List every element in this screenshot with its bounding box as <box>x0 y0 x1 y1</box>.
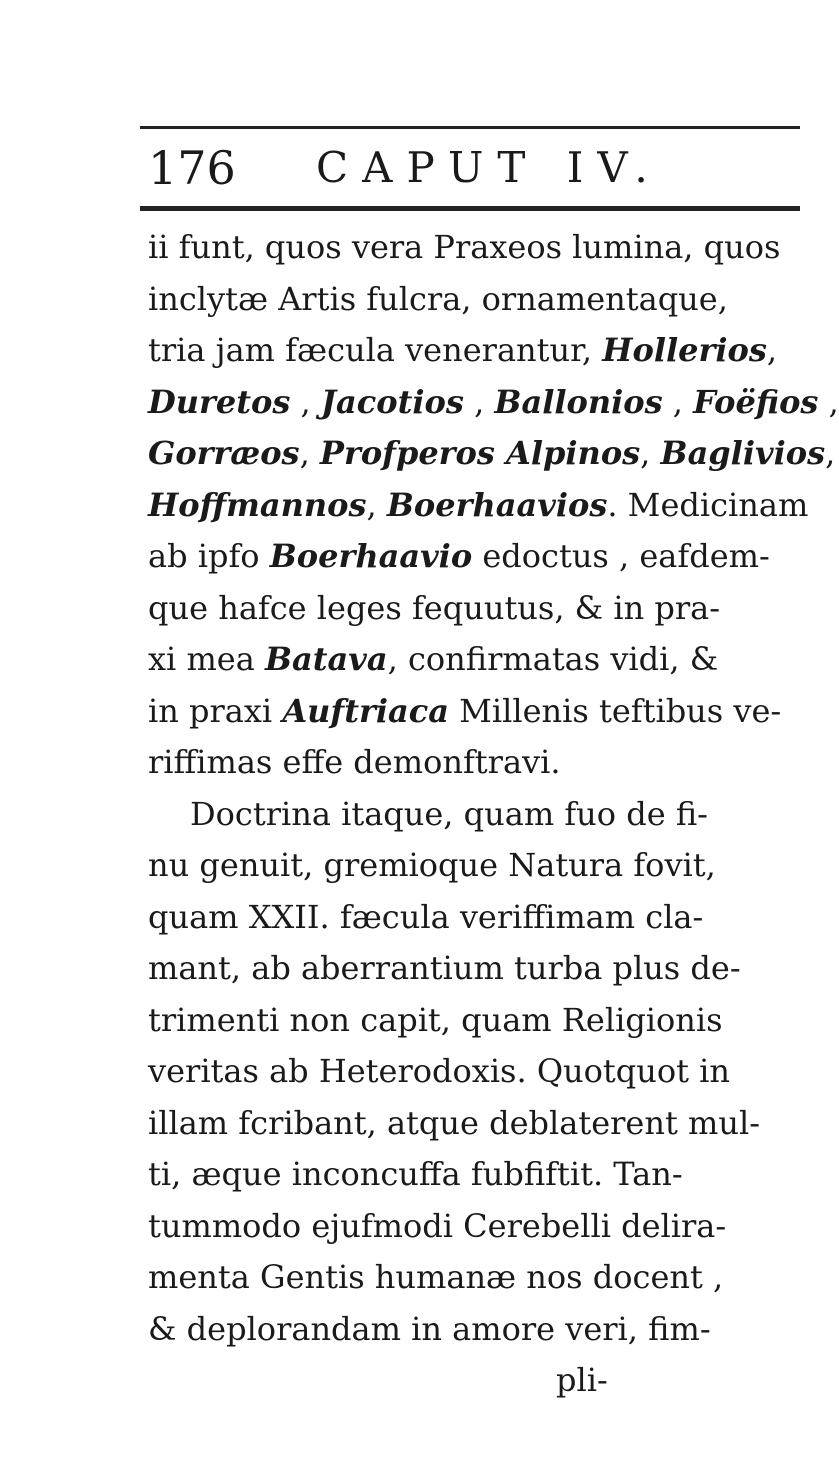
text-line: xi mea Batava, confirmatas vidi, & <box>148 640 719 678</box>
top-rule <box>140 126 800 129</box>
text-line: pli- <box>556 1361 608 1399</box>
text-line: tummodo ejufmodi Cerebelli delira- <box>148 1206 727 1245</box>
page-number: 176 <box>148 141 236 195</box>
text-line: menta Gentis humanæ nos docent , <box>148 1258 724 1296</box>
text-line: Doctrina itaque, quam fuo de fi- <box>190 794 708 833</box>
text-line: veritas ab Heterodoxis. Quotquot in <box>148 1052 731 1090</box>
text-line: Duretos , Jacotios , Ballonios , Foëfios , <box>148 382 839 421</box>
text-line: illam fcribant, atque deblaterent mul- <box>148 1103 760 1142</box>
running-head: CAPUT IV. <box>316 143 662 192</box>
text-line: Gorræos, Profperos Alpinos, Baglivios, <box>148 434 836 472</box>
text-line: trimenti non capit, quam Religionis <box>148 1000 723 1039</box>
text-line: ti, æque inconcuffa fubfiftit. Tan- <box>148 1155 683 1193</box>
page-header <box>148 140 788 200</box>
text-line: ii funt, quos vera Praxeos lumina, quos <box>148 228 781 266</box>
text-line: & deplorandam in amore veri, fim- <box>148 1309 711 1348</box>
text-line: quam XXII. fæcula veriffimam cla- <box>148 897 704 936</box>
text-line: Hoffmannos, Boerhaavios. Medicinam <box>148 485 809 524</box>
text-line: inclytæ Artis fulcra, ornamentaque, <box>148 279 728 318</box>
text-line: ab ipfo Boerhaavio edoctus , eafdem- <box>148 537 770 575</box>
body-text <box>148 222 839 1407</box>
header-rule <box>140 206 800 211</box>
text-line: nu genuit, gremioque Natura fovit, <box>148 846 716 884</box>
text-line: in praxi Auftriaca Millenis teftibus ve- <box>148 691 782 730</box>
text-line: tria jam fæcula venerantur, Hollerios, <box>148 331 778 369</box>
text-line: mant, ab aberrantium turba plus de- <box>148 949 741 987</box>
text-line: que hafce leges fequutus, & in pra- <box>148 588 721 627</box>
text-line: riffimas effe demonftravi. <box>148 743 561 781</box>
